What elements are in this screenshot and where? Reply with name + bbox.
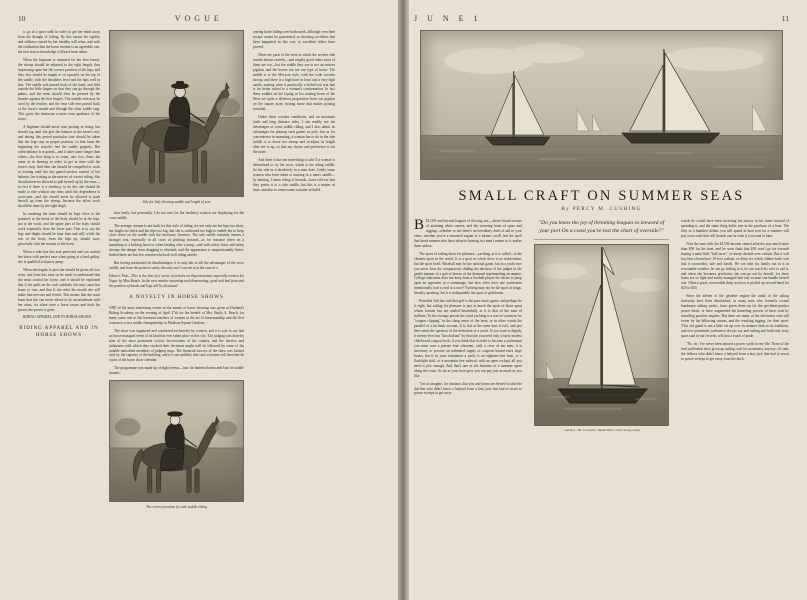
- right-col-1: [414, 219, 522, 433]
- body-paragraph: A beginner should never start posting or rising, but should jog until she gets the balance at the horse's trot, and during this period particular care should be taken that her legs stay in proper position, so that from the beginning the muscles feel the saddle properly. But when balance is acquired—and it takes some longer than others—the best thing is to count, one, two, three; the same as in dancing in order to get in time with the horse's step. And then she should be compelled to work or trotting until she has gained perfect control of her balance, her trotting in the mirrors of correct riding. She should never be allowed to pull herself up by the reins—in fact if there is a tendency to do this she should be made to ride without any reins until this dependence is overcome—and she should never be allowed to push herself up from the stirrup, because the effort work should be done by the right thigh.: [18, 125, 100, 209]
- right-col-center: [534, 219, 669, 433]
- body-paragraph: Under these western conditions, and on mountain trails and long distance rides, I can readily see the advantages of cross saddle riding, and I also admit its advantages for playing such games as polo, but as for convenience in mounting, a woman has to do in the side saddle is to lower her stirrup and re-adjust its length after she is up, so that my choice and preference is for the latter.: [253, 115, 335, 154]
- drop-cap: B: [414, 217, 425, 233]
- body-paragraph: When the beginner is mounted for her first lesson, the stirrup should be adjusted to the right length, thus impressing upon her the correct position of the legs, and they also should be taught to sit squarely on the top of the saddle, with the shoulders level and the hips well in line. The saddle role passed back of the hand, and held outside the little fingers so that they can go through the palms, and the reins should then be pressed by the thumbs against the first fingers. The outside rein may be used by the teacher, and the near side rein passed back of the horse's mouth and through the other saddle ring. This gives the instructor a more even guidance of the horse.: [18, 57, 100, 122]
- figure-caption-lower: The correct position for side saddle riding: [146, 505, 207, 510]
- folio-right: 11: [781, 14, 789, 23]
- right-columns: [414, 219, 789, 433]
- divider-rule: [534, 239, 669, 240]
- spread-gutter: [398, 0, 409, 600]
- body-paragraph: ONE of the most interesting events in the annals of horse showing was given at Durland's Riding Academy on the evening of April 27th for the benefit of Mrs. Emily S. Beach, for many years one of the foremost teachers of women in the art of horsemanship and the first woman to win a saddle championship in Madison Square Gardens.: [109, 305, 244, 325]
- body-paragraph: When she begins to post she should be given all four reins, and from this time on be made to understand that she must control her horse, and it should be explained that if she pulls on the curb suddenly she may cause her horse to rear, and that if she rides his mouth she will make him nervous and fretful. This means that she must learn that she can never afford to be inconsiderate with her reins, for when once a horse tosses and feels his power, her power is gone.: [18, 267, 100, 312]
- folio-left: 10: [18, 14, 26, 23]
- body-paragraph: There are parts of the west in which the severer ride astride almost entirely—and mighty good riders most of them are too—but the saddle they use is not an eastern pigskin, and the horses are not our type of horse. The saddle is of the Mexican style, with the wide wooden stirrup, and there is a high horn in front and a very high cantle, making what is practically a dished-out seat that is far better suited to a woman's conformation. In fact these saddles on the loping or fox trotting horse of the West are quite a different proposition from our pigskin on the square away trotting horse that makes posting essential.: [253, 52, 335, 112]
- body-paragraph: And there is but one more thing to add. If a woman is determined to try the cross, which is the riding saddle, let her ride in it absolutely in a man does. Lately some women who have taken to hunting in a man's saddle—by hunting, I mean riding to hounds—have told me that they prefer it to a side saddle, but this is a matter of taste, and also to some extent a matter of build.: [253, 157, 335, 192]
- left-col-2: [109, 30, 244, 516]
- masthead-left: VOGUE: [174, 14, 223, 23]
- right-page: [400, 0, 807, 600]
- figure-caption-aurora: "Aurora," Mr. Cornelius Vanderbilt's crack racing sloop: [563, 428, 640, 433]
- figure-caption-upper: Side for lady showing saddle and length of seat: [142, 200, 211, 204]
- body-paragraph: RIDING APPAREL AND IN HORSE SHOWS: [23, 315, 92, 320]
- left-columns: [18, 30, 386, 516]
- body-paragraph: The sport of sailing busts for pleasure—yachting as it is called—is the cleanest sport in the world. It is a sport in which there is no inducement, but the sport itself. Baseball may be the national game, but in a yacht race you never hear the comparisons chiding the decision of the judges in the gentle manner of a gait of heroes of the diamond reprimanding an umpire. College education does not keep from a football player the desire to jump upon an opponent in a scrimmage, but how often does one yachtsman intentionally foul a rival in a race? Yachting may not be the sport of kings, literally speaking, but it is indisputably the sport of gentlemen.: [414, 251, 522, 296]
- left-col-2-subhead: A NOVELTY IN HORSE SHOWS: [129, 295, 224, 301]
- body-paragraph: sion lately, but personally I do not care for the tendency women are displaying for the cross saddle.: [109, 210, 244, 220]
- left-col-1: [18, 30, 100, 516]
- editors-note: Editor's Note—This is the first of a series of articles on Equestrianism especially written for Vogue by Miss Bunch. In the next number mounting and dismounting, good and bad form and the position of hands and legs will be discussed.: [109, 274, 244, 289]
- sailing-sloops-upper: [420, 30, 783, 180]
- body-paragraph: When a rider has this seat perfected and can control her horse with perfect ease when going at a hard gallop, she is qualified to hunt or jump.: [18, 250, 100, 264]
- left-page: [0, 0, 400, 600]
- article-byline: By PERCY M. CUSHING: [561, 207, 642, 212]
- body-paragraph: Now the man with the $2,500 income cannot afford to pay much more than $50 for his boat; and he soon finds that $50 won't go far towards buying a natty little "ball racer," or sturdy decked over catboat. But it will buy him a brand new 19-foot catboat, or thirty-six a little clinker built craft that is seaworthy, safe and handy. He can take his family out in it in reasonable weather, he can go fishing in it, he can teach his wife to sail it, and when she becomes proficient, she can go out by herself, for these boats are so light and easily managed that any woman can handle herself one. Often a good, serviceable deep sea boat to picked up second-hand for $25 to $50.: [681, 241, 789, 291]
- body-paragraph: President Taft has said that golf is the poor man's game, and perhaps he is right, but sailing for pleasure is just as much the sport of those upon whom fortune has not smiled bountifully as it is that of the man of millions. To the average person the word yachting is a sort of synonym for "coupon clipping" in the slang sense of the term, or in other words the parallel of a fat bank account. It is, but at the same time it isn't, and just here arises the question of the definition of a yacht. If you want to dignify it twenty-five foot "knockabout" by that title you need only a fairly modest club-boxed coupon book; if you think that in order to become a yachtsman you must own a private four schooner, with a crew of ten men, it is necessary to procure an unlimited supply of coupons bound extra large books; but if in your estimation a yacht is an eighteen-foot boat, or a flashlight skiff, of a mountain free rathwal, with an open cockpit, all you need is just enough, And that's one of the beauties of a summer spent along the coast. As far as your boat goes you can pay just as much as you like.: [414, 299, 522, 378]
- body-paragraph: The programme was made up of eight events—four for harness horses and four for saddle mounts.: [109, 366, 244, 376]
- body-paragraph: In cantering the knee should be kept close to the pommel, as the break of the body should be at the hips, not at the waist, and the upper part of the body should work separately from the lower part. That is to say the legs and thighs should be kept firm and still, while the rest of the body, from the hips up, should sway gracefully with the motion of the horse.: [18, 212, 100, 247]
- left-page-header: [18, 14, 386, 23]
- body-paragraph: The average woman is not built for this style of riding, for not only are her hips too short, her thighs too thick and her hips too big, but she is cushioned too high to enable her to keep close down on the saddle with the necessary firmness. The side saddle certainly insures a stronger seat, especially in all cases of pitching forward—as for instance when on a stumbling or a kicking horse or when landing after a jump—and with safety skirts and safety stirrups the danger from dragging is obviated, and the appearance is unquestionably better. Indeed there are but few women who look well riding astride.: [109, 223, 244, 258]
- right-page-header: [414, 14, 789, 23]
- body-paragraph: The show was organized and conducted exclusively by women, and it is safe to say that no horse managed event of its kind has ever taken place in this city. The judging was done by nine of the most prominent society horsewomen of the country, and the fairness and unfairness with which they reached their decisions might well be followed by some of the notable masculine members of judging rings. The financial success of the show was limited only by the capacity of the building, and it is not unlikely that such a feature will hereafter be a part of the horse show calendar.: [109, 328, 244, 363]
- lede-text: ELOW and beyond leagues of flowing sea,—above broad sweeps of attaining white canvas, and the towering loom of spars and rigging—whether or not there's an hereditary dash of salt in your veins, whether you're a seasoned sagunt or a farmer, you'll feel the spell that binds seamen who have taken to boating in a man's nature to it, makes them sailors.: [414, 219, 522, 248]
- body-paragraph: words he would have been investing his money in his home instead of spending it, and the same thing holds true in the purchase of a boat. The fifty or a hundred dollars you will spend in boat rent for a summer will pay you a craft that will branch out for each if you want to later.: [681, 219, 789, 238]
- left-col-1-subhead: RIDING APPAREL AND IN HORSE SHOWS: [19, 326, 99, 339]
- body-paragraph: Since the advent of the gasoline engine the ranks of the sailing fraternity have been diminished, as many men who formerly owned handsome sailing yachts, have given them up for the get-them-quicker power boats, or have augmented the hanseling powers of their craft by installing gasoline engines. But there are many of the old-timers who still swear by the billowing canvas, and the creaking rigging, for their sport. 'This old gaard is not a little set up over its manner faith to its traditions, and new prominent yachtsmen always say and sailing and hold only forty spars said in our records, will just a touch of pride:: [681, 294, 789, 338]
- body-paragraph: to go at a quiet walk in order to get her mind away from the thought of falling. By this means the rigidity and stiffness caused by her timidity will relax, and with the realization that the horse motion is an agreeable one, the first step to knowledge will have been taken.: [18, 30, 100, 54]
- lede-paragraph: [414, 219, 522, 249]
- article-headline: SMALL CRAFT ON SUMMER SEAS: [458, 188, 745, 204]
- body-paragraph: rearing horse falling over backwards, although even then escape cannot be guaranteed, as shocking accidents that have happened in this way to excellent riders have proved.: [253, 30, 335, 49]
- body-paragraph: But having mentioned its disadvantages, it is only fair to tell the advantages of the cross saddle, and from the point of safety the only one I can see is in the case of a: [109, 261, 244, 271]
- pull-quote: "Do you know the joy of threshing leagues to leeward of your port On a coast you've lost the chart of overside?": [538, 220, 665, 235]
- right-col-2: [681, 219, 789, 433]
- left-col-3: [253, 30, 335, 516]
- sloop-aurora-lower: [534, 244, 669, 426]
- equestrienne-sidesaddle-upper: [109, 30, 244, 197]
- body-paragraph: "No, sir; I've never been aboard a power yacht in my life. None of the real yachtsmen have given up sailing craft for machinery anyway; it's only the fellows who didn't know a halyard from a lazy jack that had to resort to power sweeps to get away from the dock.: [681, 341, 789, 361]
- equestrienne-sidesaddle-lower: [109, 380, 244, 502]
- body-paragraph: "Let us imagine, for instance, that you and yours are elected to take the dip-line who didn't know a halyard from a lazy jack that had to resort to power sweeps to get away: [414, 381, 522, 396]
- masthead-right: J U N E 1: [414, 14, 482, 23]
